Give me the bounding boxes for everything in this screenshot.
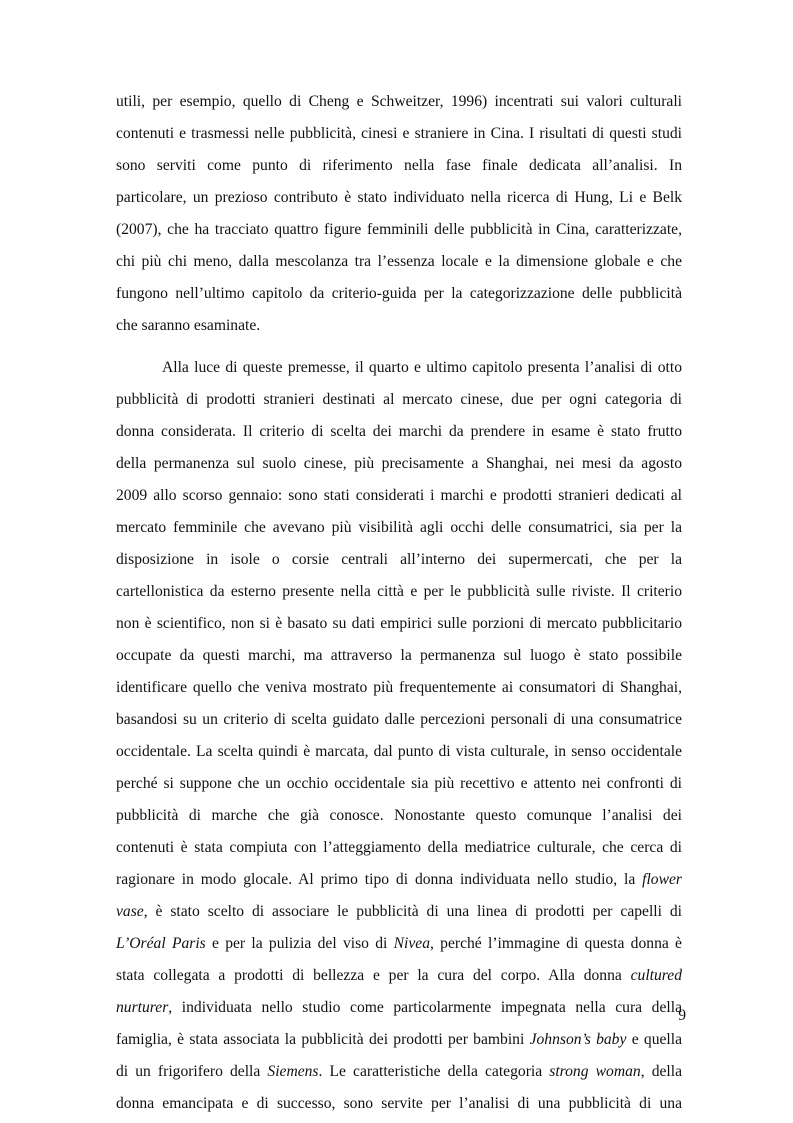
text-run: sono serviti come punto di riferimento nella fase finale dedicata all’analisi. In	[116, 157, 682, 174]
italic-text: Siemens	[267, 1063, 319, 1080]
text-line	[116, 150, 682, 182]
text-line	[116, 864, 682, 896]
text-line	[116, 310, 682, 342]
text-run: particolare, un prezioso contributo è stato individuato nella ricerca di Hung, Li e Belk	[116, 189, 682, 206]
text-run: e per la pulizia del viso di	[205, 935, 394, 952]
text-run: . Le caratteristiche della categoria	[318, 1063, 550, 1080]
text-line	[116, 768, 682, 800]
text-run: che saranno esaminate.	[116, 317, 261, 334]
page-number: 9	[678, 1007, 686, 1024]
paragraph-gap	[116, 342, 682, 352]
text-line	[116, 832, 682, 864]
text-run: fungono nell’ultimo capitolo da criterio-guida per la categorizzazione delle pubblicità	[116, 285, 682, 302]
text-run: , della	[640, 1063, 683, 1080]
text-line	[116, 992, 682, 1024]
text-run: , individuata nello studio come particolarmente impegnata nella cura della	[168, 999, 682, 1016]
text-run: di un frigorifero della	[116, 1063, 268, 1080]
italic-text: cultured	[630, 967, 682, 984]
text-run: contenuti e trasmessi nelle pubblicità, cinesi e straniere in Cina. I risultati di questi studi	[116, 125, 682, 142]
text-line	[116, 246, 682, 278]
italic-text: Johnson’s baby	[529, 1031, 627, 1048]
text-line	[116, 480, 682, 512]
text-line	[116, 384, 682, 416]
text-run: non è scientifico, non si è basato su dati empirici sulle porzioni di mercato pubblicitario	[116, 615, 682, 632]
document-page	[116, 86, 682, 1120]
text-line	[116, 278, 682, 310]
text-run: stata collegata a prodotti di bellezza e per la cura del corpo. Alla donna	[116, 967, 631, 984]
body-text	[116, 86, 682, 1120]
text-line	[116, 544, 682, 576]
italic-text: Nivea	[393, 935, 430, 952]
italic-text: flower	[642, 871, 682, 888]
text-line	[116, 576, 682, 608]
text-line	[116, 182, 682, 214]
text-run: utili, per esempio, quello di Cheng e Schweitzer, 1996) incentrati sui valori culturali	[116, 93, 682, 110]
text-run: e quella	[626, 1031, 683, 1048]
text-run: donna emancipata e di successo, sono servite per l’analisi di una pubblicità di una	[116, 1095, 682, 1112]
text-line	[116, 512, 682, 544]
text-run: 2009 allo scorso gennaio: sono stati considerati i marchi e prodotti stranieri dedicati al	[116, 487, 682, 504]
text-line	[116, 896, 682, 928]
text-line	[116, 214, 682, 246]
text-run: identificare quello che veniva mostrato più frequentemente ai consumatori di Shanghai,	[116, 679, 682, 696]
text-run: pubblicità di prodotti stranieri destinati al mercato cinese, due per ogni categoria di	[116, 391, 682, 408]
italic-text: L’Oréal Paris	[116, 935, 206, 952]
text-line	[116, 1088, 682, 1120]
text-run: pubblicità di marche che già conosce. Nonostante questo comunque l’analisi dei	[116, 807, 682, 824]
text-run: chi più chi meno, dalla mescolanza tra l’essenza locale e la dimensione globale e che	[116, 253, 682, 270]
text-line	[116, 960, 682, 992]
text-run: occupate da questi marchi, ma attraverso la permanenza sul luogo è stato possibile	[116, 647, 682, 664]
text-line	[116, 448, 682, 480]
text-line	[116, 1024, 682, 1056]
italic-text: vase	[116, 903, 144, 920]
text-run: disposizione in isole o corsie centrali all’interno dei supermercati, che per la	[116, 551, 682, 568]
italic-text: strong woman	[549, 1063, 641, 1080]
text-line	[116, 86, 682, 118]
text-run: cartellonistica da esterno presente nella città e per le pubblicità sulle riviste. Il criterio	[116, 583, 682, 600]
text-run: perché si suppone che un occhio occidentale sia più recettivo e attento nei confronti di	[116, 775, 682, 792]
paragraph	[116, 86, 682, 342]
text-line	[116, 118, 682, 150]
text-run: mercato femminile che avevano più visibilità agli occhi delle consumatrici, sia per la	[116, 519, 682, 536]
text-run: donna considerata. Il criterio di scelta dei marchi da prendere in esame è stato frutto	[116, 423, 682, 440]
text-run: contenuti è stata compiuta con l’atteggiamento della mediatrice culturale, che cerca di	[116, 839, 682, 856]
italic-text: nurturer	[116, 999, 169, 1016]
text-line	[116, 608, 682, 640]
text-line	[116, 1056, 682, 1088]
text-line	[116, 640, 682, 672]
text-run: ragionare in modo glocale. Al primo tipo di donna individuata nello studio, la	[116, 871, 643, 888]
text-line	[116, 736, 682, 768]
paragraph	[116, 352, 682, 1120]
text-line	[116, 416, 682, 448]
text-run: famiglia, è stata associata la pubblicità dei prodotti per bambini	[116, 1031, 530, 1048]
text-line	[116, 704, 682, 736]
text-run: , è stato scelto di associare le pubblicità di una linea di prodotti per capelli di	[143, 903, 682, 920]
text-run: basandosi su un criterio di scelta guidato dalle percezioni personali di una consumatrice	[116, 711, 682, 728]
text-run: , perché l’immagine di questa donna è	[430, 935, 682, 952]
text-line	[116, 800, 682, 832]
text-run: Alla luce di queste premesse, il quarto e ultimo capitolo presenta l’analisi di otto	[162, 359, 682, 376]
text-run: della permanenza sul suolo cinese, più precisamente a Shanghai, nei mesi da agosto	[116, 455, 682, 472]
text-run: occidentale. La scelta quindi è marcata, dal punto di vista culturale, in senso occidentale	[116, 743, 682, 760]
text-line	[116, 352, 682, 384]
text-run: (2007), che ha tracciato quattro figure femminili delle pubblicità in Cina, caratterizzate,	[116, 221, 682, 238]
text-line	[116, 672, 682, 704]
text-line	[116, 928, 682, 960]
